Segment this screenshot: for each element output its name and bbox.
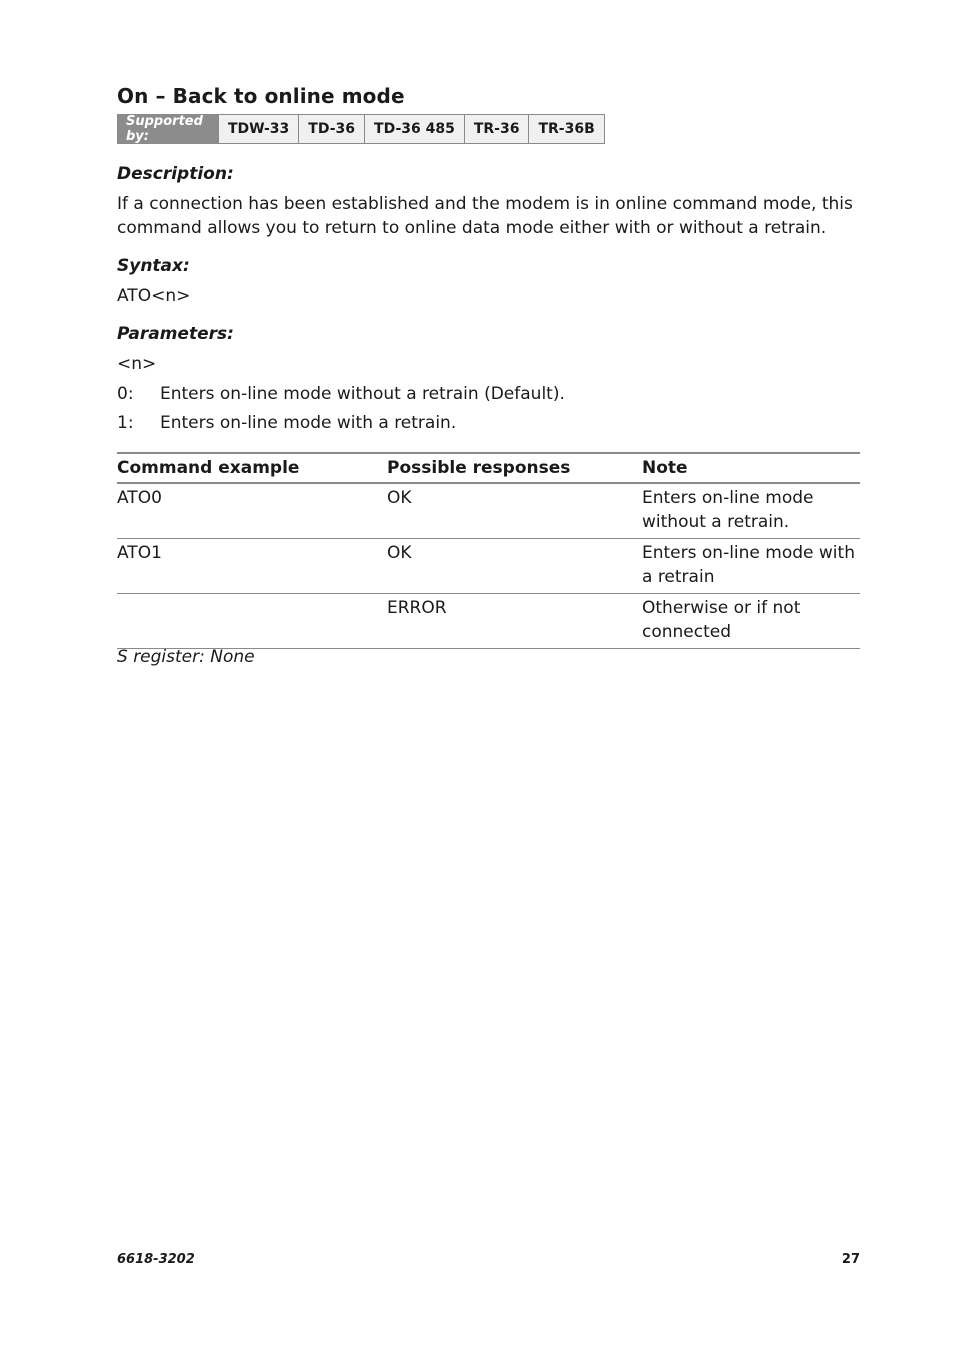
model-badge-tr-36: TR-36: [464, 115, 529, 143]
cell-response: ERROR: [387, 594, 642, 649]
header-possible-responses: Possible responses: [387, 453, 642, 483]
description-heading: Description:: [117, 164, 234, 184]
supported-by-bar: [117, 114, 605, 144]
cell-note: Enters on-line mode with a retrain: [642, 539, 860, 594]
cell-command: [117, 594, 387, 649]
model-badge-tdw-33: TDW-33: [218, 115, 298, 143]
syntax-value: ATO<n>: [117, 286, 191, 306]
cell-response: OK: [387, 483, 642, 539]
header-note: Note: [642, 453, 860, 483]
syntax-heading: Syntax:: [117, 256, 190, 276]
parameter-description: Enters on-line mode with a retrain.: [160, 413, 457, 433]
cell-command: ATO1: [117, 539, 387, 594]
supported-by-label: Supported by:: [118, 115, 218, 143]
model-badge-td-36: TD-36: [298, 115, 364, 143]
model-badge-tr-36b: TR-36B: [528, 115, 603, 143]
model-badge-td-36-485: TD-36 485: [364, 115, 464, 143]
header-command-example: Command example: [117, 453, 387, 483]
section-title: On – Back to online mode: [117, 84, 405, 108]
command-table: [117, 452, 860, 649]
parameter-value: 1:: [117, 413, 134, 433]
table-row: [117, 483, 860, 539]
cell-note: Enters on-line mode without a retrain.: [642, 483, 860, 539]
cell-response: OK: [387, 539, 642, 594]
s-register-note: S register: None: [117, 647, 255, 667]
table-header-row: [117, 453, 860, 483]
cell-command: ATO0: [117, 483, 387, 539]
parameters-heading: Parameters:: [117, 324, 234, 344]
parameter-item: [117, 411, 456, 435]
parameter-description: Enters on-line mode without a retrain (Default).: [160, 384, 565, 404]
page-number: 27: [841, 1252, 860, 1267]
document-number: 6618-3202: [117, 1252, 195, 1267]
parameter-item: [117, 382, 565, 406]
table-row: [117, 539, 860, 594]
parameter-name: <n>: [117, 354, 157, 374]
description-text: If a connection has been established and the modem is in online command mode, this command allows you to return to online data mode either with or without a retrain.: [117, 194, 853, 238]
cell-note: Otherwise or if not connected: [642, 594, 860, 649]
table-row: [117, 594, 860, 649]
parameter-value: 0:: [117, 384, 134, 404]
